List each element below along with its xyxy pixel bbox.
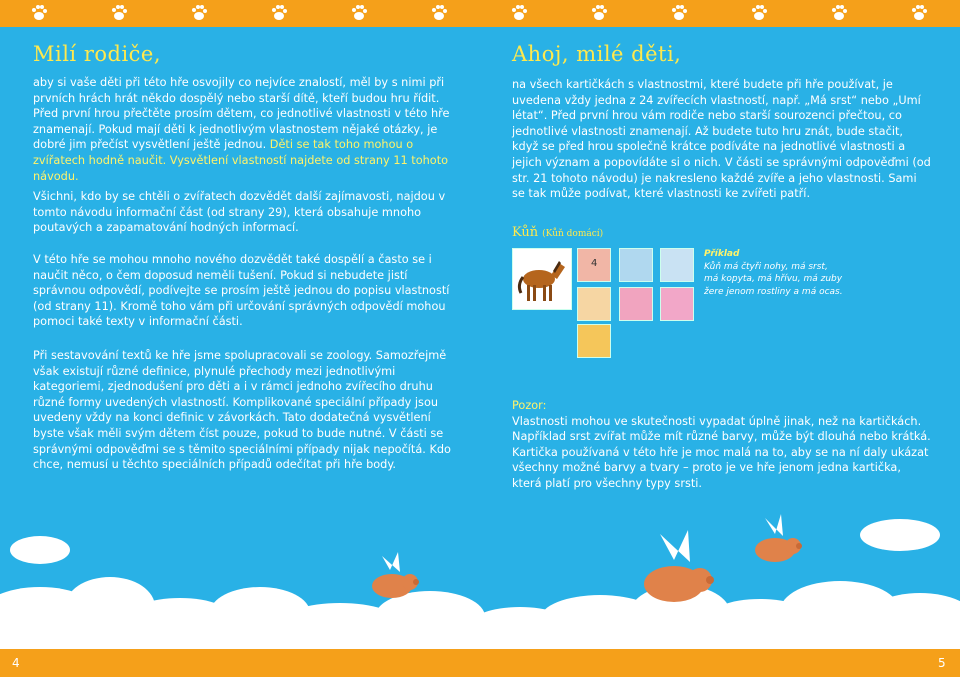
paw-print-icon	[830, 4, 848, 22]
top-decorative-bar	[0, 0, 960, 27]
paw-print-icon	[190, 4, 208, 22]
example-line-1: Kůň má čtyři nohy, má srst,	[704, 261, 828, 272]
left-paragraph-4: Při sestavování textů ke hře jsme spolupracovali se zoology. Samozřejmě však existují různé definice, plynulé přechody mezi jednotlivými kategoriemi, zjednodušení pro děti a i v rámci jednoho zvířecího druhu různé formy uvedených vlastností. Komplikované speciální případy jsou uvedeny vždy na konci definic v závorkách. Tato dodatečná vysvětlení byste však měli svým dětem číst pouze, pokud to bude nutné. V části se správnými odpověďmi se s těmito speciálními případy nijak nepočítá. Kdo chce, nemusí u těchto speciálních případů odečítat při hře body.	[33, 349, 451, 472]
left-p1-highlight: Děti se tak toho mohou o zvířatech hodně naučit. Vysvětlení vlastností najdete od strany 11 tohoto návodu.	[33, 138, 449, 183]
example-label: Příklad	[704, 249, 740, 259]
hoof-card-icon	[619, 248, 653, 282]
left-paragraph-2: Všichni, kdo by se chtěli o zvířatech dozvědět další zajímavosti, najdou v tomto návodu informační část (od strany 29), která obsahuje mnoho poutavých a zapamatování hodných informací.	[33, 190, 446, 235]
paw-print-icon	[350, 4, 368, 22]
legs-card-icon	[577, 248, 611, 282]
note-text: Vlastnosti mohou ve skutečnosti vypadat úplně jinak, než na kartičkách. Například srst zvířat může mít různé barvy, může být dlouhá nebo krátká. Kartička používaná v této hře je moc malá na to, aby se na ní daly ukázat všechny možné barvy a tvary – proto je ve hře jenom jedna kartička, která platí pro všechny typy srsti.	[512, 414, 931, 490]
right-page-number: 5	[938, 656, 946, 670]
paw-print-icon	[750, 4, 768, 22]
horse-icon	[513, 249, 571, 309]
note-label: Pozor:	[512, 399, 547, 412]
example-line-3: žere jenom rostliny a má ocas.	[704, 286, 843, 297]
paw-print-icon	[30, 4, 48, 22]
left-paragraph-1	[33, 75, 453, 184]
horse-card	[512, 248, 572, 310]
paw-print-icon	[510, 4, 528, 22]
clouds-illustration	[0, 495, 960, 655]
horse-name: Kůň	[512, 225, 539, 240]
fur-card-icon	[577, 287, 611, 321]
tail-card-icon	[577, 324, 611, 358]
example-box	[704, 248, 843, 298]
left-p1-text: aby si vaše děti při této hře osvojily co nejvíce znalostí, měl by s nimi při prvních hrách hrát někdo dospělý nebo starší dítě, kteří budou hru řídit. Před první hrou přečtěte prosím dětem, co jednotlivé vlastnosti v této hře znamenají. Pokud mají děti k jednotlivým vlastnostem nějaké otázky, je dobré jim přečíst vysvětlení ještě jednou.	[33, 76, 450, 152]
flying-pig-center-icon	[630, 528, 730, 618]
left-paragraph-3: V této hře se mohou mnoho nového dozvědět také dospělí a často se i naučit něco, o čem doposud neměli tušení. Pokud si nebudete jistí správnou odpovědí, podívejte se prosím ještě jednou do popisu vlastností (od strany 11). Kromě toho vám při určování správných odpovědí mohou pomoci také texty v informační části.	[33, 253, 450, 329]
left-page-number: 4	[12, 656, 20, 670]
paw-print-icon	[270, 4, 288, 22]
leaf-card-icon	[660, 287, 694, 321]
flying-pig-left-icon	[360, 548, 430, 608]
right-page-title: Ahoj, milé děti,	[512, 42, 682, 66]
note-paragraph	[512, 398, 932, 492]
hoof-card-icon	[660, 248, 694, 282]
paw-print-icon	[430, 4, 448, 22]
card-number: 4	[591, 258, 598, 269]
paw-print-icon	[590, 4, 608, 22]
flying-pig-right-icon	[745, 512, 815, 572]
horse-latin-name: (Kůň domácí)	[542, 229, 604, 239]
example-line-2: má kopyta, má hřívu, má zuby	[704, 274, 843, 284]
left-page-title: Milí rodiče,	[33, 42, 162, 66]
bottom-decorative-bar	[0, 649, 960, 677]
right-paragraph-1: na všech kartičkách s vlastnostmi, které budete při hře používat, je uvedena vždy jedna z 24 zvířecích vlastností, např. „Má srst“ nebo „Umí létat“. Před první hrou vám rodiče nebo starší sourozenci přečtou, co jednotlivé vlastnosti znamenají. Až budete tuto hru znát, bude stačit, když se před hrou společně krátce podíváte na jednotlivé vlastnosti a jejich význam a popovídáte si o nich. V části se správnými odpověďmi (od str. 21 tohoto návodu) je nakresleno každé zvíře a jeho vlastnosti. Sami se tak může podívat, které vlastnosti ke zvířeti patří.	[512, 78, 931, 201]
horse-heading	[512, 225, 603, 240]
paw-print-icon	[670, 4, 688, 22]
paw-print-icon	[910, 4, 928, 22]
paw-print-icon	[110, 4, 128, 22]
tooth-card-icon	[619, 287, 653, 321]
